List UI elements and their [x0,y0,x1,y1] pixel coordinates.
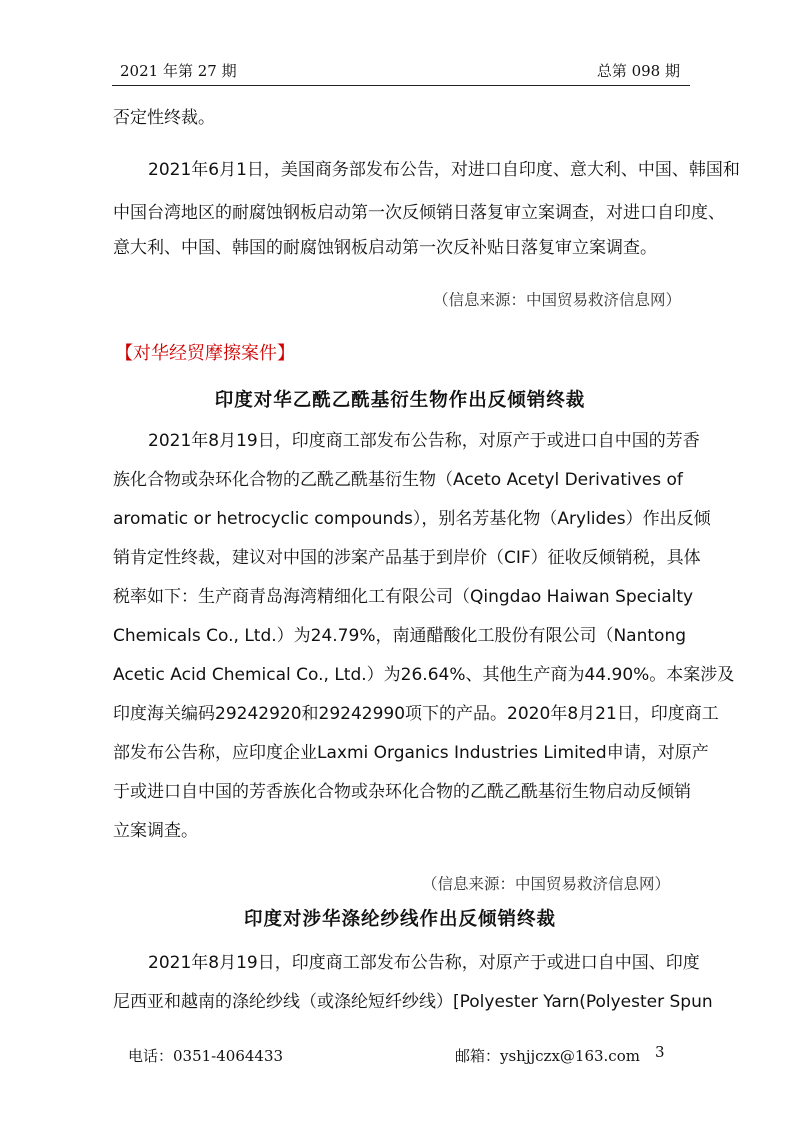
article-line: 立案调查。 [113,821,198,841]
source-note: （信息来源：中国贸易救济信息网） [422,875,671,893]
total-issue-number: 总第 098 期 [596,62,680,80]
article-line: 印度海关编码29242920和29242990项下的产品。2020年8月21日，印度商工 [113,704,719,724]
article-line: 部发布公告称，应印度企业Laxmi Organics Industries Limited申请，对原产 [113,743,709,763]
article-line: aromatic or hetrocyclic compounds），别名芳基化物（Arylides）作出反倾 [113,509,711,529]
footer-phone: 电话：0351-4064433 [128,1047,284,1065]
intro-line: 意大利、中国、韩国的耐腐蚀钢板启动第一次反补贴日落复审立案调查。 [113,238,657,258]
issue-number: 2021 年第 27 期 [120,62,237,80]
intro-line: 否定性终裁。 [113,108,215,128]
article-title: 印度对涉华涤纶纱线作出反倾销终裁 [243,909,556,930]
article-line: 于或进口自中国的芳香族化合物或杂环化合物的乙酰乙酰基衍生物启动反倾销 [113,782,691,802]
source-note: （信息来源：中国贸易救济信息网） [433,291,682,309]
section-title: 【对华经贸摩擦案件】 [115,343,295,364]
intro-line: 中国台湾地区的耐腐蚀钢板启动第一次反倾销日落复审立案调查，对进口自印度、 [113,203,725,223]
article-line: 2021年8月19日，印度商工部发布公告称，对原产于或进口自中国的芳香 [148,431,700,451]
footer-email: 邮箱：yshjjczx@163.com [455,1047,640,1065]
article-line: 销肯定性终裁，建议对中国的涉案产品基于到岸价（CIF）征收反倾销税，具体 [113,548,701,568]
article-title: 印度对华乙酰乙酰基衍生物作出反倾销终裁 [214,390,586,411]
article-line: 2021年8月19日，印度商工部发布公告称，对原产于或进口自中国、印度 [148,953,700,973]
article-line: Chemicals Co., Ltd.）为24.79%，南通醋酸化工股份有限公司（Nantong [113,626,687,646]
article-line: 族化合物或杂环化合物的乙酰乙酰基衍生物（Aceto Acetyl Derivatives of [113,470,683,490]
page-header [112,56,690,86]
article-line: 税率如下：生产商青岛海湾精细化工有限公司（Qingdao Haiwan Specialty [113,587,694,607]
article-line: Acetic Acid Chemical Co., Ltd.）为26.64%、其他生产商为44.90%。本案涉及 [113,665,735,685]
intro-line: 2021年6月1日，美国商务部发布公告，对进口自印度、意大利、中国、韩国和 [148,160,740,180]
header-rule [112,85,690,86]
page-number: 3 [655,1043,665,1061]
article-line: 尼西亚和越南的涤纶纱线（或涤纶短纤纱线）[Polyester Yarn(Polyester Spun [113,992,713,1012]
